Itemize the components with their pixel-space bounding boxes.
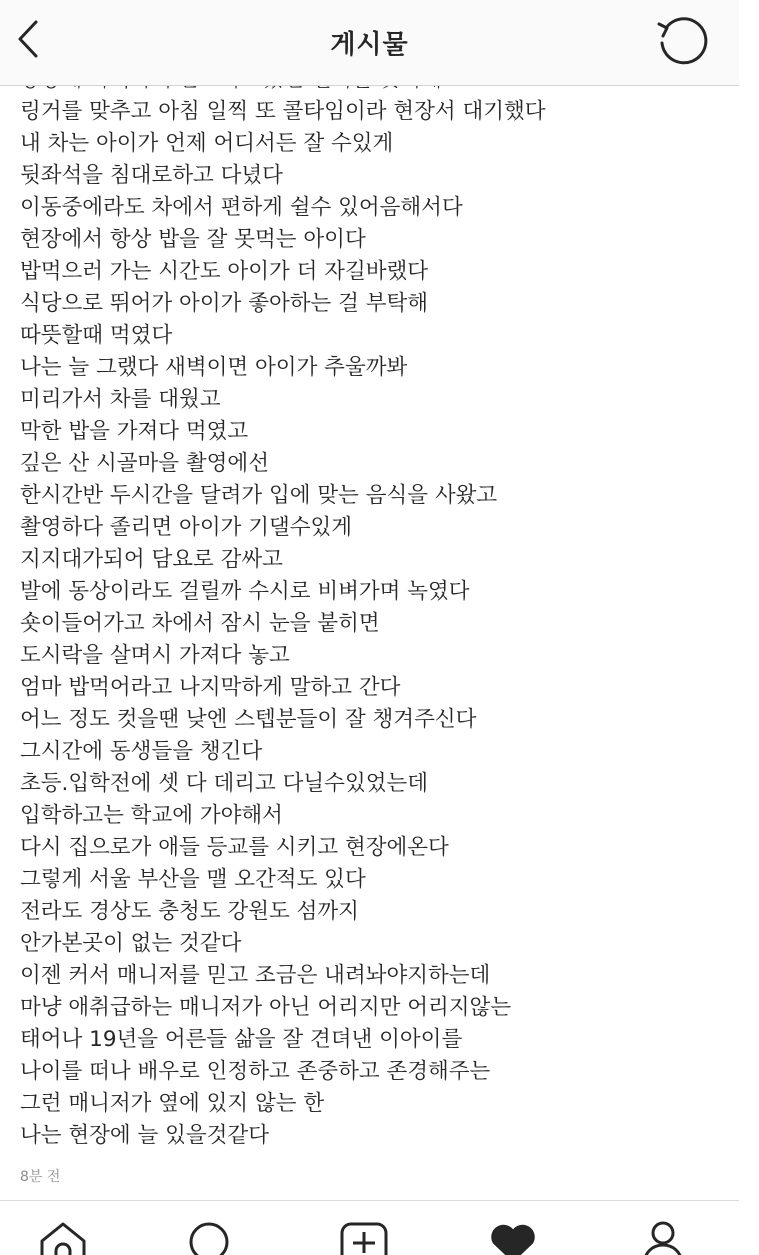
post-text-line: 막한 밥을 가져다 먹였고 [20,419,249,444]
tab-add-post[interactable] [337,1221,391,1255]
tab-search[interactable] [182,1221,236,1255]
bottom-tab-bar [0,1201,739,1255]
post-text-line: 링거를 맞추고 아침 일찍 또 콜타임이라 현장서 대기했다 [20,99,546,124]
post-text-line: 다시 집으로가 애들 등교를 시키고 현장에온다 [20,835,449,860]
tab-home[interactable] [36,1221,90,1255]
profile-icon [636,1221,690,1255]
post-text-line: 숏이들어가고 차에서 잠시 눈을 붙히면 [20,611,380,636]
home-icon [36,1221,90,1255]
post-text-line: 마냥 애취급하는 매니저가 아닌 어리지만 어리지않는 [20,995,512,1020]
post-text-line: 이젠 커서 매니저를 믿고 조금은 내려놔야지하는데 [20,963,491,988]
post-text-line: 그렇게 서울 부산을 맬 오간적도 있다 [20,867,366,892]
post-text-line: 나는 현장에 늘 있을것같다 [20,1123,269,1148]
post-text-line: 나이를 떠나 배우로 인정하고 존중하고 존경해주는 [20,1059,491,1084]
post-text-line: 식당으로 뛰어가 아이가 좋아하는 걸 부탁해 [20,291,429,316]
search-icon [182,1221,236,1255]
post-text-line: 도시락을 살며시 가져다 놓고 [20,643,290,668]
post-text-line: 태어나 19년을 어른들 삶을 잘 견뎌낸 이아이를 [20,1027,463,1052]
post-text-line: 입학하고는 학교에 가야해서 [20,803,283,828]
post-text-line: 안가본곳이 없는 것같다 [20,931,242,956]
post-text-line: 그런 매니저가 옆에 있지 않는 한 [20,1091,325,1116]
post-text-line: 한시간반 두시간을 달려가 입에 맞는 음식을 사왔고 [20,483,498,508]
post-text-line: 지지대가되어 담요로 감싸고 [20,547,283,572]
post-text-line: 내 차는 아이가 언제 어디서든 잘 수있게 [20,131,394,156]
post-text-line: 현장에서 항상 밥을 잘 못먹는 아이다 [20,227,366,252]
post-text-line: 깊은 산 시골마을 촬영에선 [20,451,269,476]
refresh-icon [652,14,712,68]
top-navigation-bar [0,0,739,86]
post-text-line: 따뜻할때 먹였다 [20,323,173,348]
tab-profile[interactable] [636,1221,690,1255]
post-text-line: 나는 늘 그랬다 새벽이면 아이가 추울까봐 [20,355,408,380]
post-text-line: 그시간에 동생들을 챙긴다 [20,739,263,764]
tab-activity[interactable] [486,1221,540,1255]
post-text-line: 미리가서 차를 대웠고 [20,387,221,412]
post-text-line: 촬영하다 졸리면 아이가 기댈수있게 [20,515,353,540]
post-text-line: 어느 정도 컷을땐 낮엔 스텝분들이 잘 챙겨주신다 [20,707,477,732]
add-post-icon [337,1221,391,1255]
post-text-line: 초등.입학전에 셋 다 데리고 다닐수있었는데 [20,771,429,796]
post-text-line: 뒷좌석을 침대로하고 다녔다 [20,163,283,188]
refresh-button[interactable] [652,14,712,68]
post-text-line: 전라도 경상도 충청도 강원도 섬까지 [20,899,359,924]
post-text-line: 밥먹으러 가는 시간도 아이가 더 자길바랬다 [20,259,429,284]
page-title: 게시물 [330,30,409,60]
activity-heart-icon [486,1221,540,1255]
post-content [0,70,739,1200]
post-text-line: 발에 동상이라도 걸릴까 수시로 비벼가며 녹였다 [20,579,470,604]
post-timestamp: 8분 전 [20,1169,61,1185]
post-text-line: 엄마 밥먹어라고 나지막하게 말하고 간다 [20,675,401,700]
post-text-line: 이동중에라도 차에서 편하게 쉴수 있어음해서다 [20,195,463,220]
